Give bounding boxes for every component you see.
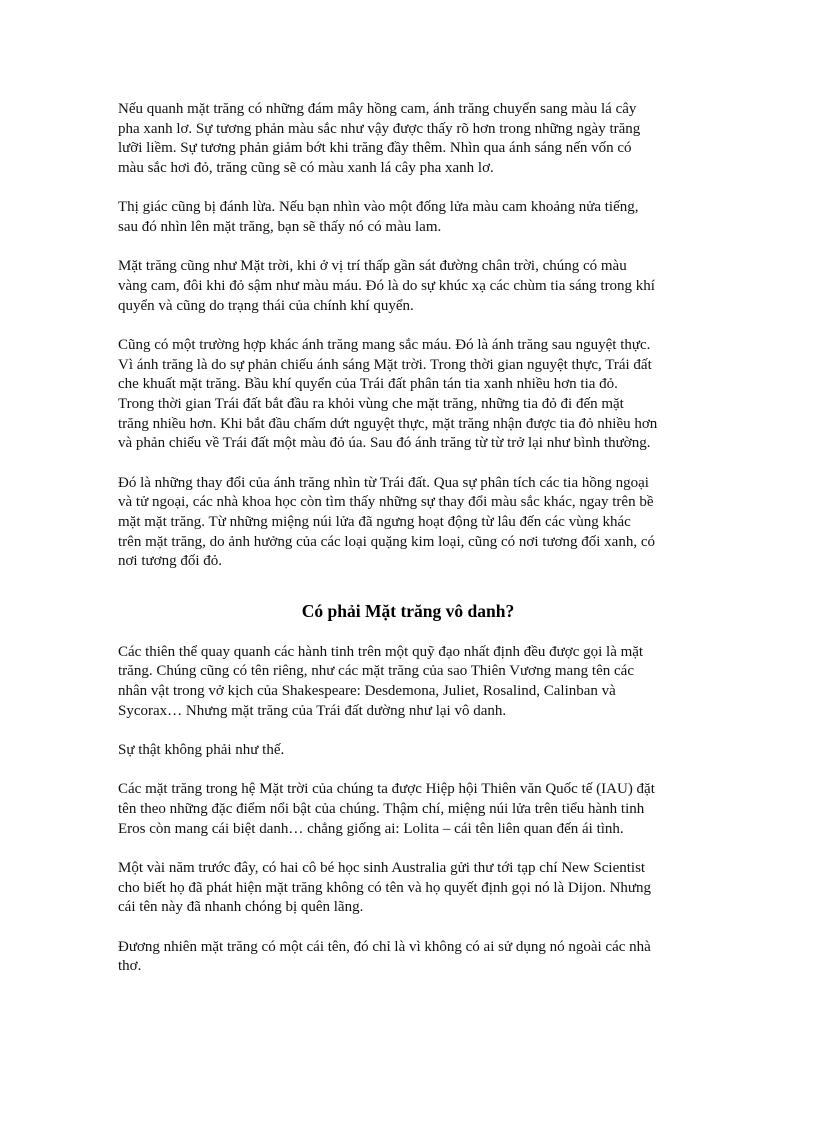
- paragraph-moon-colors: Nếu quanh mặt trăng có những đám mây hồng cam, ánh trăng chuyển sang màu lá cây pha xanh lơ. Sự tương phản màu sắc như vậy được thấy rõ hơn trong những ngày trăng lưỡi liềm. Sự tương phản giảm bớt khi trăng đầy thêm. Nhìn qua ánh sáng nến vốn có màu sắc hơi đỏ, trăng cũng sẽ có màu xanh lá cây pha xanh lơ.: [118, 101, 641, 177]
- section-heading: Có phải Mặt trăng vô danh?: [301, 601, 515, 622]
- paragraph-horizon-moon: Mặt trăng cũng như Mặt trời, khi ở vị trí thấp gần sát đường chân trời, chúng có màu vàng cam, đôi khi đỏ sậm như màu máu. Đó là do sự khúc xạ các chùm tia sáng trong khí quyển và cũng do trạng thái của chính khí quyển.: [118, 258, 655, 314]
- paragraph-blood-moon: Cũng có một trường hợp khác ánh trăng mang sắc máu. Đó là ánh trăng sau nguyệt thực. Vì ánh trăng là do sự phản chiếu ánh sáng Mặt trời. Trong thời gian nguyệt thực, Trái đất che khuất mặt trăng. Bầu khí quyển của Trái đất phân tán tia xanh nhiều hơn tia đỏ. Trong thời gian Trái đất bắt đầu ra khỏi vùng che mặt trăng, những tia đỏ đi đến mặt trăng nhiều hơn. Khi bắt đầu chấm dứt nguyệt thực, mặt trăng nhận được tia đỏ nhiều hơn và phản chiếu về Trái đất một màu đỏ úa. Sau đó ánh trăng từ từ trở lại như bình thường.: [118, 336, 658, 452]
- paragraph-eye-illusion: Thị giác cũng bị đánh lừa. Nếu bạn nhìn vào một đống lửa màu cam khoảng nửa tiếng, sau đó nhìn lên mặt trăng, bạn sẽ thấy nó có màu lam.: [118, 199, 639, 236]
- paragraph-iau-naming: Các mặt trăng trong hệ Mặt trời của chúng ta được Hiệp hội Thiên văn Quốc tế (IAU) đặt tên theo những đặc điểm nổi bật của chúng. Thậm chí, miệng núi lửa trên tiểu hành tinh Eros còn mang cái biệt danh… chẳng giống ai: Lolita – cái tên liên quan đến ái tình.: [118, 781, 655, 837]
- paragraph-dijon: Một vài năm trước đây, có hai cô bé học sinh Australia gửi thư tới tạp chí New Scientist cho biết họ đã phát hiện mặt trăng không có tên và họ quyết định gọi nó là Dijon. Nhưng cái tên này đã nhanh chóng bị quên lãng.: [118, 859, 652, 916]
- paragraph-moon-names: Các thiên thể quay quanh các hành tinh trên một quỹ đạo nhất định đều được gọi là mặt trăng. Chúng cũng có tên riêng, như các mặt trăng của sao Thiên Vương mang tên các nhân vật trong vở kịch của Shakespeare: Desdemona, Juliet, Rosalind, Calinban và Sycorax… Nhưng mặt trăng của Trái đất dường như lại vô danh.: [118, 643, 644, 719]
- document-page: [118, 100, 698, 996]
- paragraph-poets: Đương nhiên mặt trăng có một cái tên, đó chỉ là vì không có ai sử dụng nó ngoài các nhà thơ.: [118, 938, 651, 975]
- paragraph-not-true: Sự thật không phải như thế.: [118, 742, 285, 759]
- paragraph-surface-colors: Đó là những thay đổi của ánh trăng nhìn từ Trái đất. Qua sự phân tích các tia hồng ngoại và tử ngoại, các nhà khoa học còn tìm thấy những sự thay đổi màu sắc khác, ngay trên bề mặt mặt trăng. Từ những miệng núi lửa đã ngưng hoạt động từ lâu đến các vùng khác trên mặt trăng, do ảnh hưởng của các loại quặng kim loại, cũng có nơi tương đối xanh, có nơi tương đối đỏ.: [118, 474, 655, 570]
